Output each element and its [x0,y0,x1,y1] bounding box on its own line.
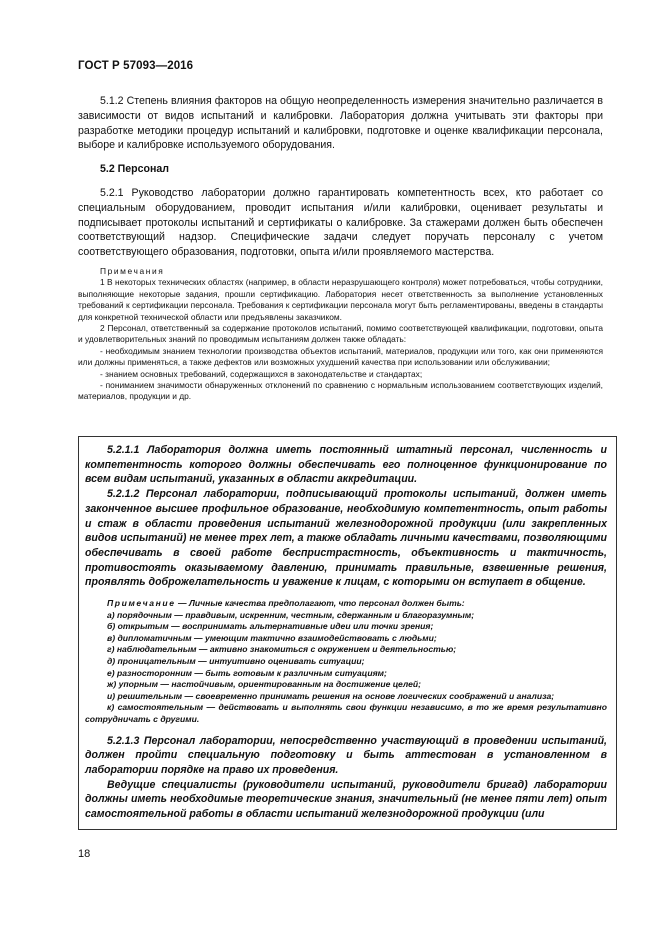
quality-item: б) открытым — воспринимать альтернативные идеи или точки зрения; [107,621,434,632]
paragraph-5-2-1-2: 5.2.1.2 Персонал лаборатории, подписывающий протоколы испытаний, должен иметь законченное высшее профильное образование, необходимую компетентность, опыт работы и стаж в области проведения испытаний железнодорожной продукции (или закрепленных видов испытаний) не менее трех лет, а также обладать личными качествами, позволяющими обеспечивать в своей работе беспристрастность, объективность и тактичность, противостоять оказываемому давлению, принимать правильные, взвешенные решения, проявлять доброжелательность и уважение к лицам, с которыми он вступает в общение. [85,488,607,589]
page-header: ГОСТ Р 57093—2016 [78,60,194,72]
quality-item: и) решительным — своевременно принимать решения на основе логических соображений и анализа; [107,690,555,701]
quality-item: г) наблюдательным — активно знакомиться с окружением и деятельностью; [107,644,457,655]
quality-item: к) самостоятельным — действовать и выполнять свои функции независимо, в то же время результативно сотрудничать с другими. [85,702,607,724]
paragraph-5-2-1: 5.2.1 Руководство лаборатории должно гарантировать компетентность всех, кто работает со специальным оборудованием, проводит испытания и/или калибровки, оценивает результаты и подписывает протоколы испытаний и сертификаты о калибровке. За стажерами должен быть обеспечен соответствующий надзор. Специфические задачи следует поручать персоналу с учетом соответствующего образования, подготовки, опыта и/или проявляемого мастерства. [78,186,603,259]
quality-item: е) разносторонним — быть готовым к различным ситуациям; [107,667,387,678]
section-heading-5-2: 5.2 Персонал [100,163,170,176]
note-2-bullet-1: - необходимым знанием технологии производства объектов испытаний, материалов, продукции или того, как они применяются или должны применяться, а также дефектов или возможных ухудшений качества при использовании или обслуживании; [78,345,603,368]
main-content [78,94,603,403]
notes-block [78,266,603,403]
page-number: 18 [78,848,91,860]
note-2: 2 Персонал, ответственный за содержание протоколов испытаний, помимо соответствующей квалификации, подготовки, опыта и удовлетворительных знаний по проводимым испытаниям должен также обладать: [78,323,603,345]
paragraph-lead-specialists: Ведущие специалисты (руководители испытаний, руководители бригад) лаборатории должны иметь необходимые теоретические знания, значительный (не менее пяти лет) опыт самостоятельной работы в области испытаний железнодорожной продукции (или [85,778,607,821]
quality-item: ж) упорным — настойчивым, ориентированным на достижение целей; [107,679,422,690]
quality-item: д) проницательным — интуитивно оценивать ситуации; [107,656,365,666]
note-1: 1 В некоторых технических областях (например, в области неразрушающего контроля) может потребоваться, чтобы сотрудники, выполняющие некоторые задания, прошли сертификацию. Лаборатория несет ответственность за выполнение установленных требований к сертификации персонала. Требования к сертификации персонала могут быть регламентированы, введены в стандарты для конкретной технической области или предъявлены заказчиком. [78,277,603,322]
note-text: — Личные качества предполагают, что персонал должен быть: [175,598,465,609]
personal-qualities-note [85,598,607,726]
framed-insert [78,436,617,830]
quality-item: а) порядочным — правдивым, искренним, честным, сдержанным и благоразумным; [107,609,475,620]
note-2-bullet-2: - знанием основных требований, содержащихся в законодательстве и стандартах; [100,368,423,379]
paragraph-5-2-1-3: 5.2.1.3 Персонал лаборатории, непосредственно участвующий в проведении испытаний, должен пройти специальную подготовку и быть аттестован в установленном в лаборатории порядке на право их проведения. [85,734,607,776]
notes-heading: Примечания [100,265,165,276]
quality-item: в) дипломатичным — умеющим тактично взаимодействовать с людьми; [107,632,437,643]
paragraph-5-2-1-1: 5.2.1.1 Лаборатория должна иметь постоянный штатный персонал, численность и компетентность которого должны обеспечивать его полноценное функционирование по всем видам испытаний, указанных в области аккредитации. [85,444,607,486]
paragraph-5-1-2: 5.1.2 Степень влияния факторов на общую неопределенность измерения значительно различается в зависимости от видов испытаний и калибровки. Лаборатория должна учитывать эти факторы при разработке методики процедур испытаний и калибровки, подготовке и оценке квалификации персонала, выборе и калибровке используемого оборудования. [78,95,603,152]
note-label: Примечание [107,598,176,609]
note-intro [85,598,607,610]
note-2-bullet-3: - пониманием значимости обнаруженных отклонений по сравнению с нормальным использованием соответствующих изделий, материалов, продукции и др. [78,380,603,402]
